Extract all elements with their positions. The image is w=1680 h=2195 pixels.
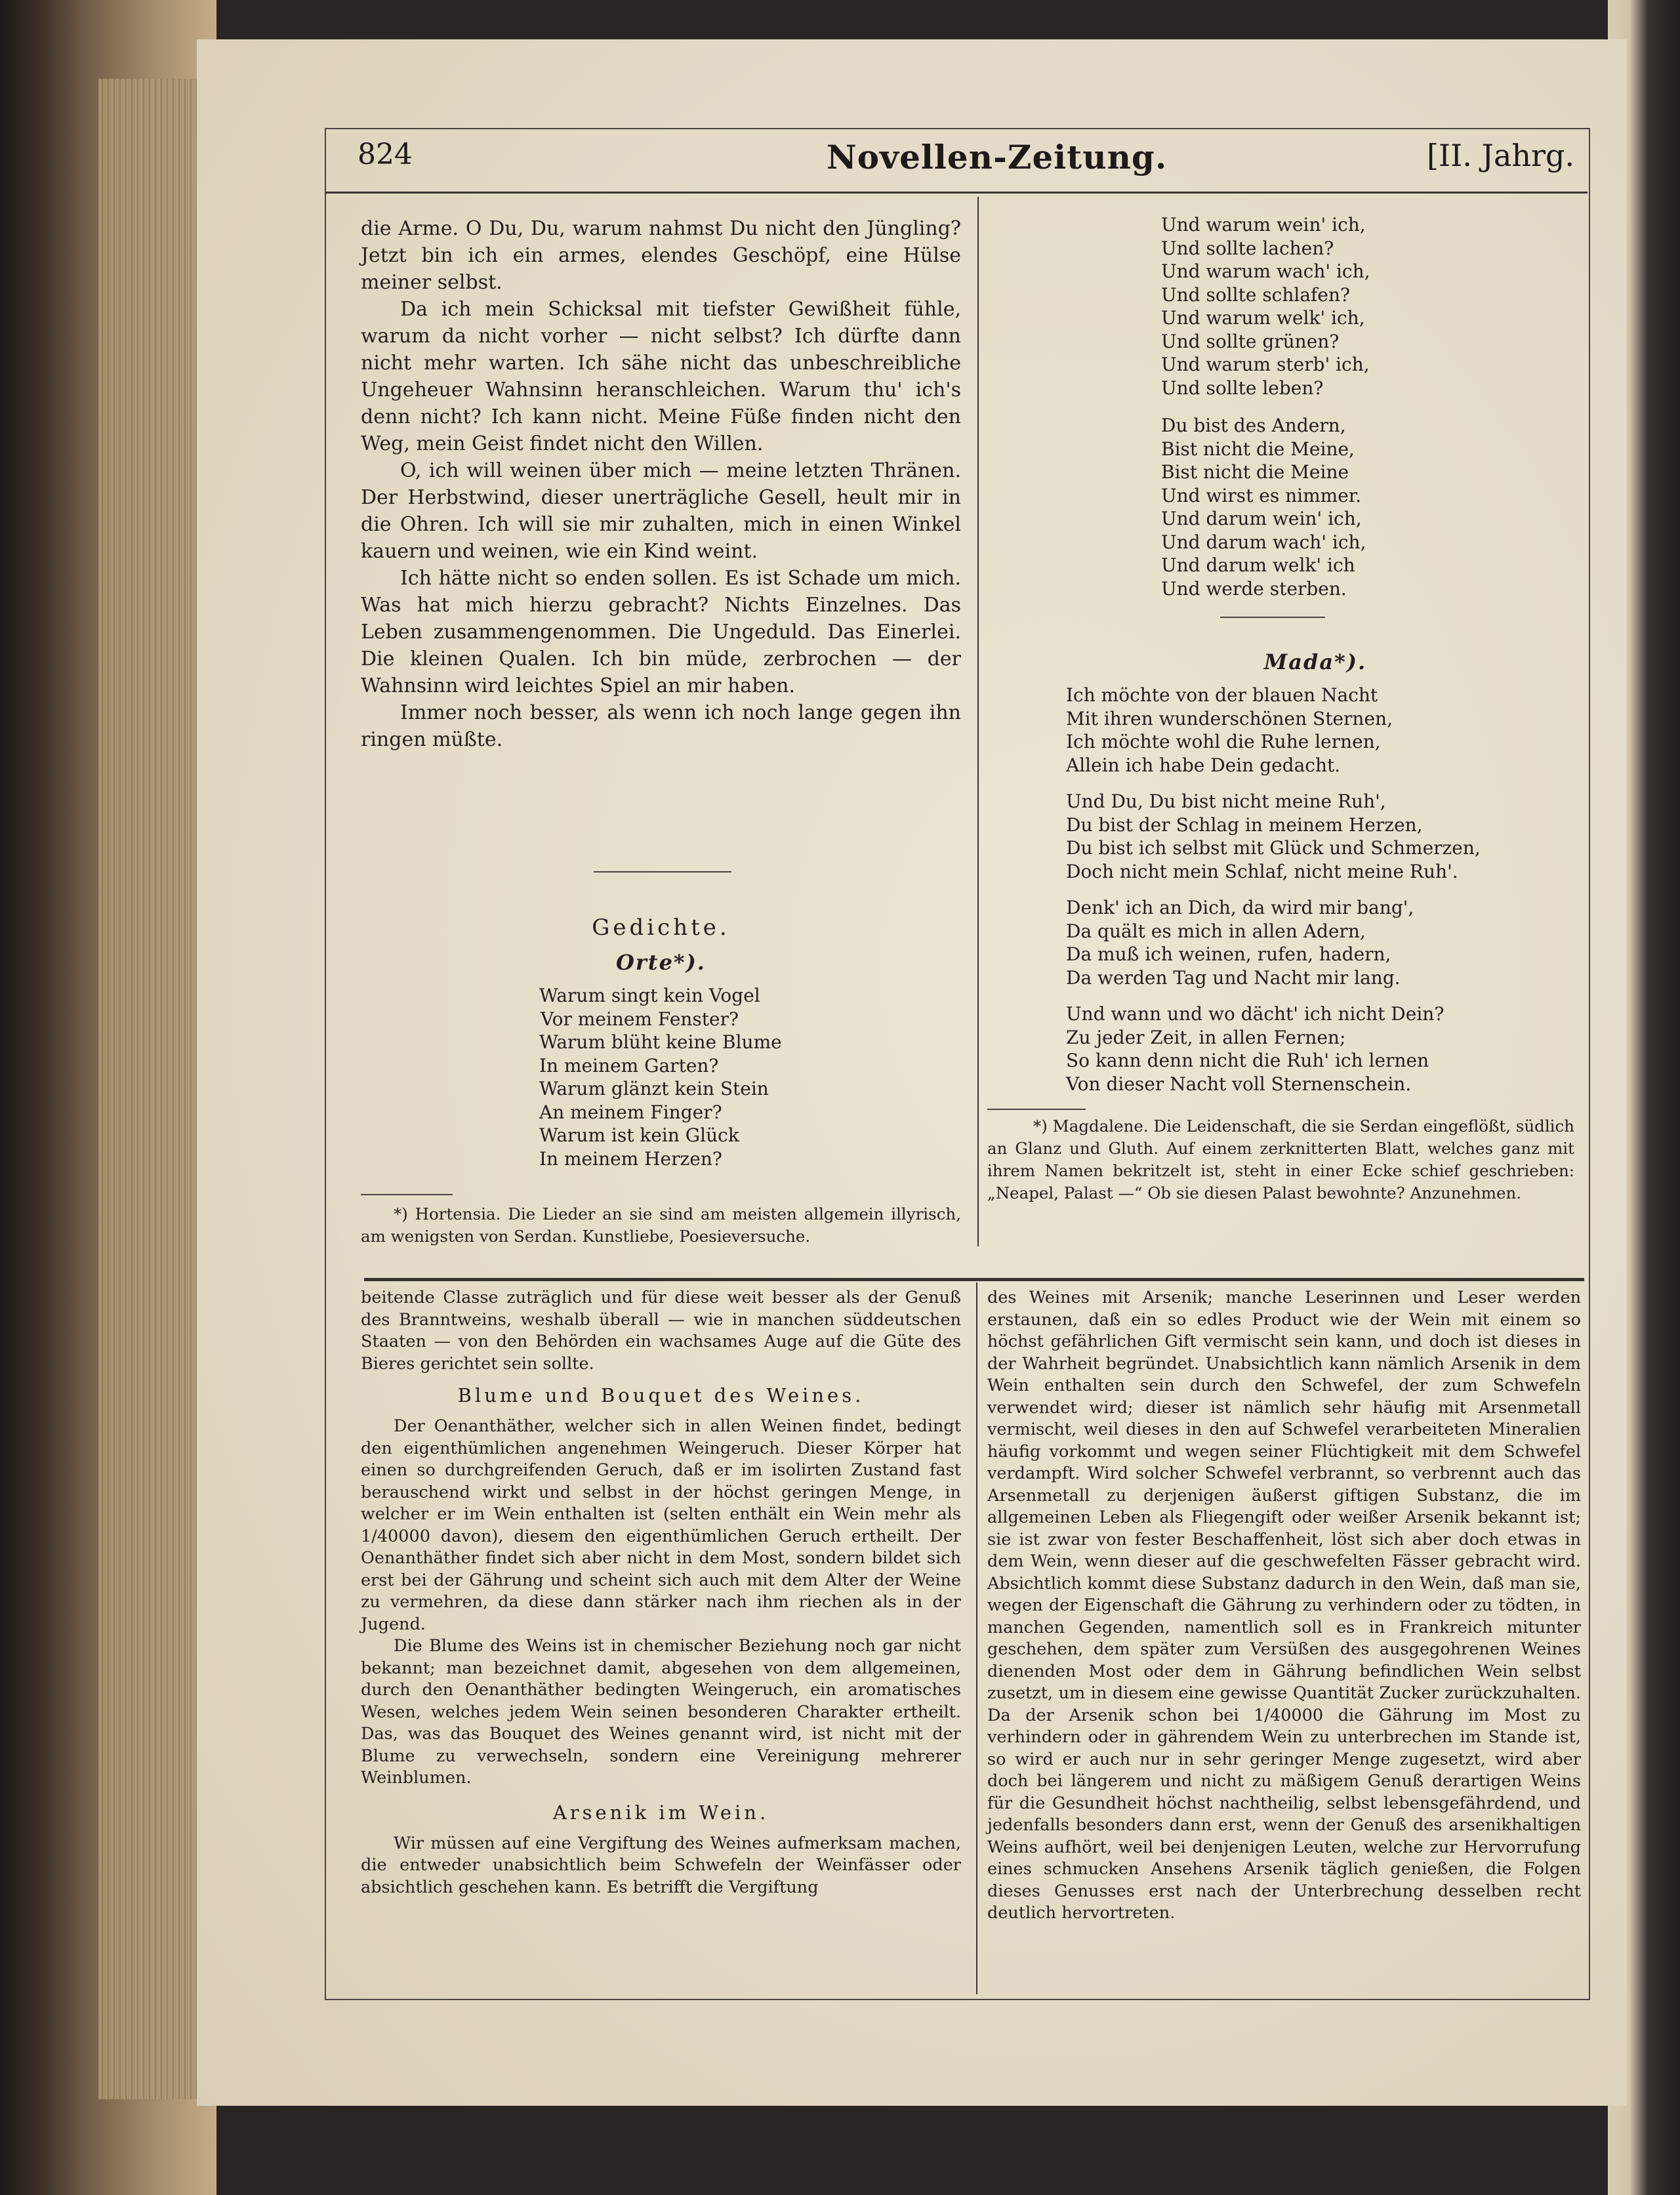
poem-continued bbox=[1161, 213, 1555, 613]
stanza bbox=[1161, 213, 1555, 400]
poem-line: In meinem Herzen? bbox=[539, 1147, 722, 1170]
poem-line: Da quält es mich in allen Adern, bbox=[1066, 920, 1366, 942]
poem-line: Und Du, Du bist nicht meine Ruh', bbox=[1066, 790, 1386, 812]
poem-line: Und sollte leben? bbox=[1161, 377, 1324, 399]
poems-section-title: Gedichte. bbox=[592, 914, 730, 941]
article-paragraph: Die Blume des Weins ist in chemischer Beziehung noch gar nicht bekannt; man bezeichnet damit, abgesehen von dem allgemeinen, durch den Oenanthäther bedingten Weingeruch, ein aromatisches Wesen, welches jedem Wein seinen besonderen Charakter ertheilt. Das, was das Bouquet des Weines genannt wird, ist nicht mit der Blume zu verwechseln, sondern eine Vereinigung mehrerer Weinblumen. bbox=[361, 1636, 961, 1788]
poem-line: Und werde sterben. bbox=[1161, 577, 1347, 600]
poem-title-orte: Orte*). bbox=[616, 950, 706, 975]
poem-line: Und darum wein' ich, bbox=[1161, 508, 1362, 529]
poem-line: Du bist der Schlag in meinem Herzen, bbox=[1066, 813, 1423, 836]
poem-line: Und warum wein' ich, bbox=[1161, 214, 1366, 236]
poem-line: Und sollte lachen? bbox=[1161, 237, 1334, 259]
poem-line: Und sollte schlafen? bbox=[1161, 283, 1351, 306]
stanza bbox=[1066, 684, 1565, 777]
poem-orte bbox=[539, 984, 961, 1170]
article-right-column bbox=[987, 1287, 1581, 1925]
column-divider-bottom bbox=[976, 1282, 977, 1994]
poem-line: Und sollte grünen? bbox=[1161, 330, 1340, 352]
poem-line: Von dieser Nacht voll Sternenschein. bbox=[1066, 1073, 1412, 1095]
poem-line: Da werden Tag und Nacht mir lang. bbox=[1066, 966, 1401, 989]
section-separator bbox=[364, 1278, 1584, 1281]
poem-line: In meinem Garten? bbox=[539, 1054, 719, 1077]
footnote-rule bbox=[361, 1194, 453, 1195]
footnote-mada: *) Magdalene. Die Leidenschaft, die sie Serdan eingeflößt, südlich an Glanz und Gluth. Auf einem zerknitterten Blatt, welches ganz mit ihrem Namen bekritzelt ist, steht in einer Ecke schief geschrieben: „Neapel, Palast —“ Ob sie diesen Palast bewohnte? Anzunehmen. bbox=[987, 1117, 1574, 1202]
poem-line: Allein ich habe Dein gedacht. bbox=[1066, 754, 1341, 776]
poem-line: Und darum welk' ich bbox=[1161, 554, 1355, 576]
poem-line: Warum blüht keine Blume bbox=[539, 1031, 782, 1053]
stanza bbox=[1066, 790, 1565, 883]
prose-paragraph: die Arme. O Du, Du, warum nahmst Du nicht den Jüngling? Jetzt bin ich ein armes, elendes Geschöpf, eine Hülse meiner selbst. bbox=[361, 217, 961, 294]
section-divider bbox=[594, 871, 731, 872]
prose-paragraph: Da ich mein Schicksal mit tiefster Gewißheit fühle, warum da nicht vorher — nicht selbst? Ich dürfte dann nicht mehr warten. Ich sähe nicht das unbeschreibliche Ungeheuer Wahnsinn heranschleichen. Warum thu' ich's denn nicht? Ich kann nicht. Meine Füße finden nicht den Weg, mein Geist findet nicht den Willen. bbox=[361, 298, 961, 455]
poem-line: Und warum wach' ich, bbox=[1161, 260, 1370, 282]
poem-line: Warum singt kein Vogel bbox=[539, 985, 760, 1006]
section-title-arsenik: Arsenik im Wein. bbox=[552, 1801, 769, 1824]
masthead: Novellen-Zeitung. bbox=[827, 138, 1168, 176]
poem-line: Denk' ich an Dich, da wird mir bang', bbox=[1066, 897, 1414, 918]
prose-paragraph: Immer noch besser, als wenn ich noch lange gegen ihn ringen müßte. bbox=[361, 701, 961, 751]
poem-line: Und darum wach' ich, bbox=[1161, 531, 1366, 553]
column-divider-top bbox=[977, 197, 979, 1246]
prose-paragraph: O, ich will weinen über mich — meine letzten Thränen. Der Herbstwind, dieser unerträgliche Gesell, heult mir in die Ohren. Ich will sie mir zuhalten, mich in einen Winkel kauern und weinen, wie ein Kind weint. bbox=[361, 459, 961, 563]
poem-line: Zu jeder Zeit, in allen Fernen; bbox=[1066, 1026, 1346, 1048]
poem-line: Bist nicht die Meine, bbox=[1161, 438, 1355, 460]
prose-column bbox=[361, 215, 961, 753]
poem-line: Mit ihren wunderschönen Sternen, bbox=[1066, 707, 1393, 729]
poem-line: Da muß ich weinen, rufen, hadern, bbox=[1066, 943, 1391, 965]
poem-line: Du bist ich selbst mit Glück und Schmerzen, bbox=[1066, 837, 1481, 859]
stanza bbox=[1161, 414, 1555, 600]
poem-line: Und wirst es nimmer. bbox=[1161, 484, 1361, 506]
poem-line: Doch nicht mein Schlaf, nicht meine Ruh'. bbox=[1066, 860, 1458, 882]
stanza bbox=[1066, 1002, 1565, 1096]
poem-line: Warum ist kein Glück bbox=[539, 1124, 739, 1146]
poem-line: Vor meinem Fenster? bbox=[541, 1008, 739, 1030]
prose-paragraph: Ich hätte nicht so enden sollen. Es ist Schade um mich. Was hat mich hierzu gebracht? Nichts Einzelnes. Das Leben zusammengenommen. Die Ungeduld. Das Einerlei. Die kleinen Qualen. Ich bin müde, zerbrochen — der Wahnsinn wird leichtes Spiel an mir haben. bbox=[361, 567, 961, 697]
footnote-orte: *) Hortensia. Die Lieder an sie sind am meisten allgemein illyrisch, am wenigsten von Serdan. Kunstliebe, Poesieversuche. bbox=[361, 1204, 961, 1246]
footnote-rule bbox=[987, 1109, 1086, 1110]
poem-line: Und warum welk' ich, bbox=[1161, 307, 1365, 329]
page-number: 824 bbox=[358, 138, 413, 171]
article-left-column bbox=[361, 1287, 961, 1898]
poem-line: Warum glänzt kein Stein bbox=[539, 1078, 769, 1099]
article-paragraph: des Weines mit Arsenik; manche Leserinnen und Leser werden erstaunen, daß ein so edles Product wie der Wein mit einem so höchst gefährlichen Gift vermischt sein kann, und doch ist dieses in der Wahrheit begründet. Unabsichtlich kann nämlich Arsenik in dem Wein enthalten sein durch den Schwefel, der zum Schwefeln verwendet wird; dieser ist nämlich sehr häufig mit Arsenmetall vermischt, weil dieses in den auf Schwefel verarbeiteten Mineralien häufig vorkommt und wegen seiner Flüchtigkeit mit dem Schwefel verdampft. Wird solcher Schwefel verbrannt, so verbrennt auch das Arsenmetall zu derjenigen äußerst giftigen Substanz, die im allgemeinen Leben als Fliegengift oder weißer Arsenik bekannt ist; sie ist zwar von fester Beschaffenheit, löst sich aber doch etwas in dem Wein, wenn dieser auf die geschwefelten Fässer gebracht wird. Absichtlich kommt diese Substanz dadurch in den Wein, daß man sie, wegen der Eigenschaft die Gährung zu verhindern oder zu tödten, in manchen Gegenden, namentlich soll es in Frankreich mitunter geschehen, dem später zum Versüßen des ausgegohrenen Weines dienenden Most oder dem in Gährung befindlichen Wein selbst zusetzt, um in diesem eine gewisse Quantität Zucker zurückzuhalten. Da der Arsenik schon bei 1/40000 die Gährung im Most zu verhindern oder in gährendem Wein zu unterbrechen im Stande ist, so wird er auch nur in sehr geringer Menge zugesetzt, wird aber doch bei längerem und nicht zu mäßigem Genuß derartigen Weins für die Gesundheit höchst nachtheilig, selbst lebensgefährdend, und jedenfalls besonders dann erst, wenn der Genuß des arsenikhaltigen Weins aufhört, weil bei denjenigen Leuten, welche zur Hervorrufung eines schmucken Ansehens Arsenik täglich genießen, die Folgen dieses Genusses erst nach der Unterbrechung desselben recht deutlich hervortreten. bbox=[987, 1288, 1581, 1923]
poem-title-mada: Mada*). bbox=[1263, 649, 1367, 674]
stanza bbox=[1066, 896, 1565, 989]
header-rule bbox=[325, 192, 1588, 194]
poem-line: Bist nicht die Meine bbox=[1161, 461, 1349, 483]
poem-mada bbox=[1066, 649, 1565, 1109]
article-paragraph: beitende Classe zuträglich und für diese weit besser als der Genuß des Branntweins, weshalb überall — wie in manchen süddeutschen Staaten — von den Behörden ein wachsames Auge auf die Güte des Bieres gerichtet sein sollte. bbox=[361, 1288, 961, 1374]
poem-line: So kann denn nicht die Ruh' ich lernen bbox=[1066, 1050, 1429, 1071]
poem-line: Und warum sterb' ich, bbox=[1161, 354, 1370, 375]
section-title-blume: Blume und Bouquet des Weines. bbox=[457, 1384, 865, 1406]
poem-line: An meinem Finger? bbox=[539, 1101, 722, 1123]
poem-line: Ich möchte von der blauen Nacht bbox=[1066, 684, 1378, 706]
poem-line: Du bist des Andern, bbox=[1161, 415, 1346, 436]
poems-left bbox=[361, 905, 961, 1248]
poem-divider bbox=[1220, 617, 1325, 618]
article-paragraph: Wir müssen auf eine Vergiftung des Weines aufmerksam machen, die entweder unabsichtlich beim Schwefeln der Weinfässer oder absichtlich geschehen kann. Es betrifft die Vergiftung bbox=[361, 1833, 961, 1897]
poem-line: Ich möchte wohl die Ruhe lernen, bbox=[1066, 731, 1381, 752]
year-label: [II. Jahrg. bbox=[1427, 138, 1575, 173]
article-paragraph: Der Oenanthäther, welcher sich in allen Weinen findet, bedingt den eigenthümlichen angenehmen Weingeruch. Dieser Körper hat einen so durchgreifenden Geruch, daß er im isolirten Zustand fast berauschend wirkt und selbst in der höchst geringen Menge, in welcher er im Wein enthalten ist (selten enthält ein Wein mehr als 1/40000 davon), diesem den eigenthümlichen Geruch ertheilt. Der Oenanthäther findet sich aber nicht in dem Most, sondern bildet sich erst bei der Gährung und scheint sich auch mit dem Alter der Weine zu vermehren, da diese dann stärker nach ihm riechen als in der Jugend. bbox=[361, 1416, 961, 1634]
poem-line: Und wann und wo dächt' ich nicht Dein? bbox=[1066, 1003, 1444, 1025]
